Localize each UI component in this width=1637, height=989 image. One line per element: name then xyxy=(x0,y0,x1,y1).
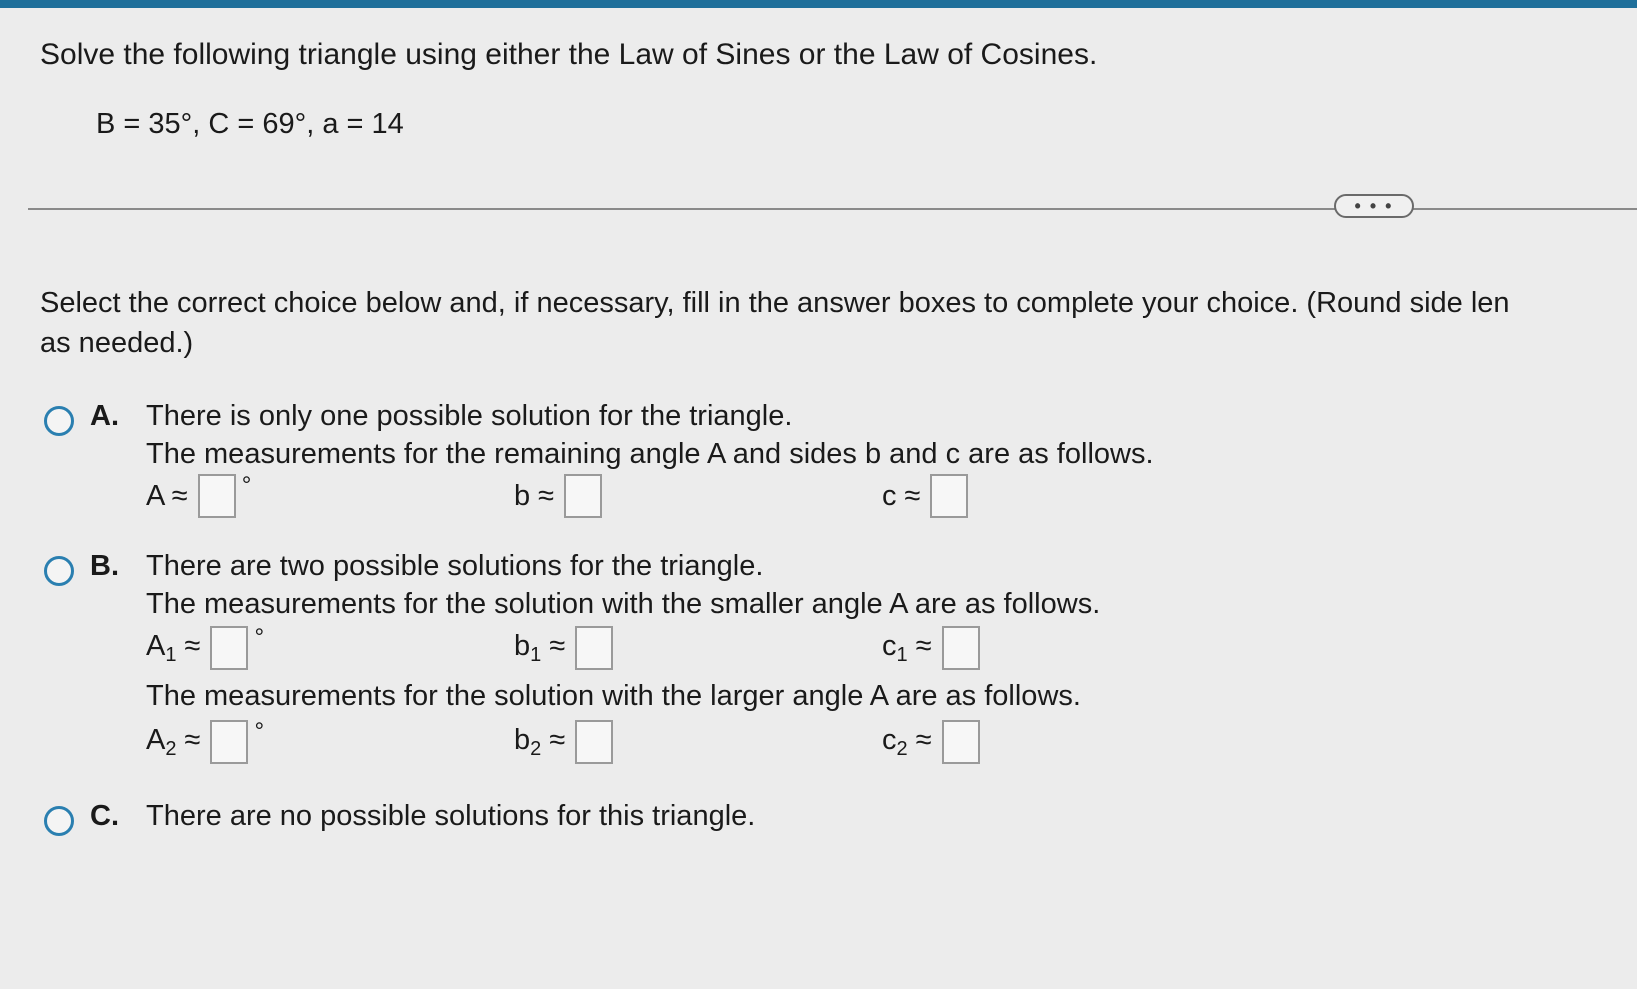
choice-b-letter: B. xyxy=(90,550,119,582)
choice-a-subtext: The measurements for the remaining angle A and sides b and c are as follows. xyxy=(146,438,1154,470)
side-c1-label: $c_1$ ≈ xyxy=(882,629,932,666)
instructions-line-2: as needed.) xyxy=(40,327,194,359)
choice-c-text: There are no possible solutions for this triangle. xyxy=(146,800,756,832)
side-c2-input[interactable] xyxy=(942,720,980,764)
top-accent-bar xyxy=(0,0,1637,8)
side-c-input[interactable] xyxy=(930,474,968,518)
choice-b-subtext-larger: The measurements for the solution with the larger angle A are as follows. xyxy=(146,680,1081,712)
choice-b-side-c2-field xyxy=(882,718,980,766)
choice-b-angle1-field xyxy=(146,624,264,672)
choice-a-angle-field xyxy=(146,472,251,520)
side-b1-label: $b_1$ ≈ xyxy=(514,629,566,666)
degree-symbol: ° xyxy=(254,624,265,651)
side-c-label: c ≈ xyxy=(882,479,921,512)
choice-a-side-c-field xyxy=(882,472,968,520)
question-givens: B = 35°, C = 69°, a = 14 xyxy=(96,108,404,140)
more-options-button[interactable]: • • • xyxy=(1334,194,1414,218)
choice-c-letter: C. xyxy=(90,800,119,832)
side-b-input[interactable] xyxy=(564,474,602,518)
angle-a1-input[interactable] xyxy=(210,626,248,670)
side-c2-label: $c_2$ ≈ xyxy=(882,723,932,760)
choice-b-side-b2-field xyxy=(514,718,613,766)
choice-b-subtext-smaller: The measurements for the solution with the smaller angle A are as follows. xyxy=(146,588,1101,620)
side-b2-input[interactable] xyxy=(575,720,613,764)
angle-a1-label: $A_1$ ≈ xyxy=(146,629,201,666)
side-b1-input[interactable] xyxy=(575,626,613,670)
choice-b-side-b1-field xyxy=(514,624,613,672)
side-b2-label: $b_2$ ≈ xyxy=(514,723,566,760)
choice-a-letter: A. xyxy=(90,400,119,432)
instructions xyxy=(40,283,1637,363)
choice-b-side-c1-field xyxy=(882,624,980,672)
angle-a-input[interactable] xyxy=(198,474,236,518)
choice-b-answer-row-2 xyxy=(146,718,1046,766)
choice-a-side-b-field xyxy=(514,472,602,520)
choice-a-answer-row xyxy=(146,472,1046,520)
choice-b-answer-row-1 xyxy=(146,624,1046,672)
choice-a-radio[interactable] xyxy=(44,406,74,436)
degree-symbol: ° xyxy=(241,472,252,499)
angle-a2-label: $A_2$ ≈ xyxy=(146,723,201,760)
degree-symbol: ° xyxy=(254,718,265,745)
choice-a-text: There is only one possible solution for the triangle. xyxy=(146,400,793,432)
question-prompt: Solve the following triangle using either the Law of Sines or the Law of Cosines. xyxy=(40,38,1098,71)
choice-c-radio[interactable] xyxy=(44,806,74,836)
choice-b-radio[interactable] xyxy=(44,556,74,586)
angle-a-label: A ≈ xyxy=(146,479,188,512)
angle-a2-input[interactable] xyxy=(210,720,248,764)
instructions-line-1: Select the correct choice below and, if necessary, fill in the answer boxes to complete your choice. (Round side len xyxy=(40,287,1510,319)
choice-b-text: There are two possible solutions for the triangle. xyxy=(146,550,764,582)
side-c1-input[interactable] xyxy=(942,626,980,670)
side-b-label: b ≈ xyxy=(514,479,555,512)
choice-b-angle2-field xyxy=(146,718,264,766)
